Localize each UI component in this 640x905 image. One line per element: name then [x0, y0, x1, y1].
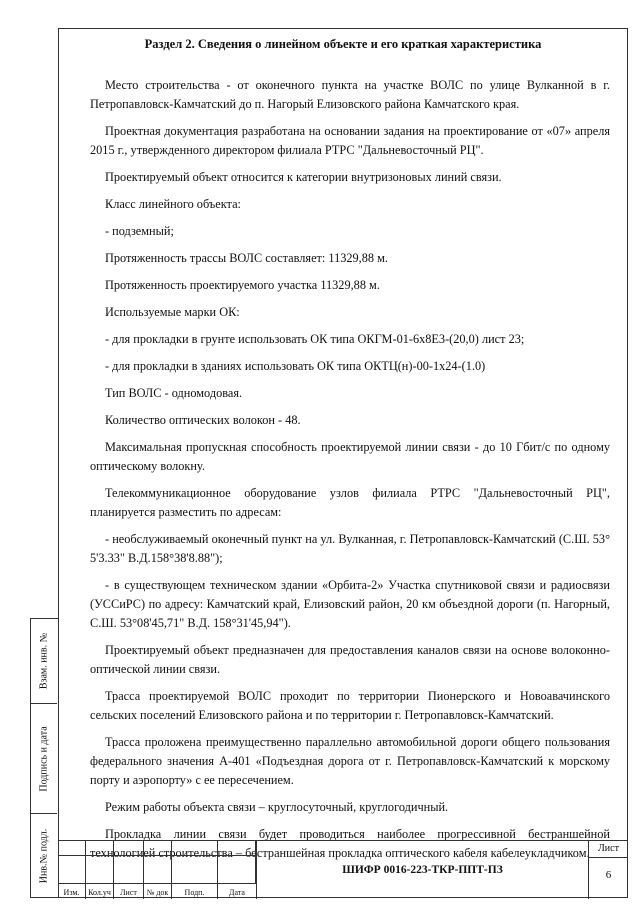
section-title: Раздел 2. Сведения о линейном объекте и его краткая характеристика [144, 37, 542, 51]
document-body [90, 76, 610, 871]
paragraph-ground-cable: - для прокладки в грунте использовать ОК типа ОКГМ-01-6х8Е3-(20,0) лист 23; [105, 332, 525, 346]
col-sheet: Лист [114, 884, 144, 899]
margin-cell-original [31, 814, 57, 897]
paragraph-bandwidth: Максимальная пропускная способность проектируемой линии связи - до 10 Гбит/с по одному оптическому волокну. [90, 440, 610, 473]
paragraph-location: Место строительства - от оконечного пункта на участке ВОЛС по улице Вулканной в г. Петропавловск-Камчатский до п. Нагорый Елизовского района Камчатского края. [90, 78, 610, 111]
paragraph-fiber-type: Тип ВОЛС - одномодовая. [105, 386, 243, 400]
paragraph-cable-brands: Используемые марки ОК: [105, 305, 240, 319]
paragraph-route-territory: Трасса проектируемой ВОЛС проходит по территории Пионерского и Новоавачинского сельских поселений Елизовского района и по территории г. Петропавловск-Камчатский. [90, 689, 610, 722]
sheet-number: 6 [605, 869, 612, 881]
paragraph-fiber-count: Количество оптических волокон - 48. [105, 413, 301, 427]
sheet-label: Лист [598, 843, 619, 854]
paragraph-route-road: Трасса проложена преимущественно параллельно автомобильной дороги общего пользования федерального значения А-401 «Подъездная дорога от г. Петропавловск-Камчатский к морскому порту и аэропорту» с ее пересечением. [90, 735, 610, 787]
paragraph-section-length: Протяженность проектируемого участка 11329,88 м. [105, 278, 380, 292]
col-signature: Подп. [172, 884, 218, 899]
paragraph-class: Класс линейного объекта: [105, 197, 241, 211]
paragraph-basis: Проектная документация разработана на основании задания на проектирование от «07» апреля 2015 г., утвержденного директором филиала РТРС "Дальневосточный РЦ". [90, 124, 610, 157]
paragraph-address-1: - необслуживаемый оконечный пункт на ул. Вулканная, г. Петропавловск-Камчатский (С.Ш. 53° 5'3.33" В.Д.158°38'8.88"); [90, 532, 610, 565]
paragraph-category: Проектируемый объект относится к категории внутризоновых линий связи. [105, 170, 502, 184]
margin-label-signature: Подпись и дата [38, 725, 50, 792]
sheet-box [588, 841, 628, 899]
col-count: Кол.уч [86, 884, 114, 899]
margin-cell-signature [31, 704, 57, 814]
margin-cell-replacement [31, 619, 57, 704]
paragraph-equipment: Телекоммуникационное оборудование узлов филиала РТРС "Дальневосточный РЦ", планируется разместить по адресам: [90, 486, 610, 519]
title-block [58, 840, 628, 899]
col-date: Дата [229, 888, 245, 897]
paragraph-building-cable: - для прокладки в зданиях использовать ОК типа ОКТЦ(н)-00-1х24-(1.0) [105, 359, 486, 373]
paragraph-technology: Прокладка линии связи будет проводиться наиболее прогрессивной бестраншейной технологией строительства – бестраншейная прокладка оптического кабеля кабелеукладчиком. [90, 827, 610, 860]
side-margin-strip [30, 618, 58, 898]
paragraph-operation-mode: Режим работы объекта связи – круглосуточный, круглогодичный. [105, 800, 449, 814]
col-change: Изм. [58, 884, 86, 899]
margin-label-replacement: Взам. инв. № [38, 632, 50, 690]
margin-label-original: Инв.№ подл. [38, 828, 50, 883]
paragraph-address-2: - в существующем техническом здании «Орбита-2» Участка спутниковой связи и радиосвязи (УССиРС) по адресу: Камчатский край, Елизовский район, 20 км объездной дороги (п. Нагорный, С.Ш. 53°08'45,71" В.Д. 158°31'45,94"). [90, 578, 610, 630]
paragraph-route-length: Протяженность трассы ВОЛС составляет: 11329,88 м. [105, 251, 388, 265]
col-doc-number: № док [144, 884, 172, 899]
paragraph-purpose: Проектируемый объект предназначен для предоставления каналов связи на основе волоконно-оптической линии связи. [90, 643, 610, 676]
revision-grid [58, 841, 256, 899]
document-cipher: ШИФР 0016-223-ТКР-ППТ-ПЗ [256, 841, 588, 899]
paragraph-underground: - подземный; [105, 224, 174, 238]
